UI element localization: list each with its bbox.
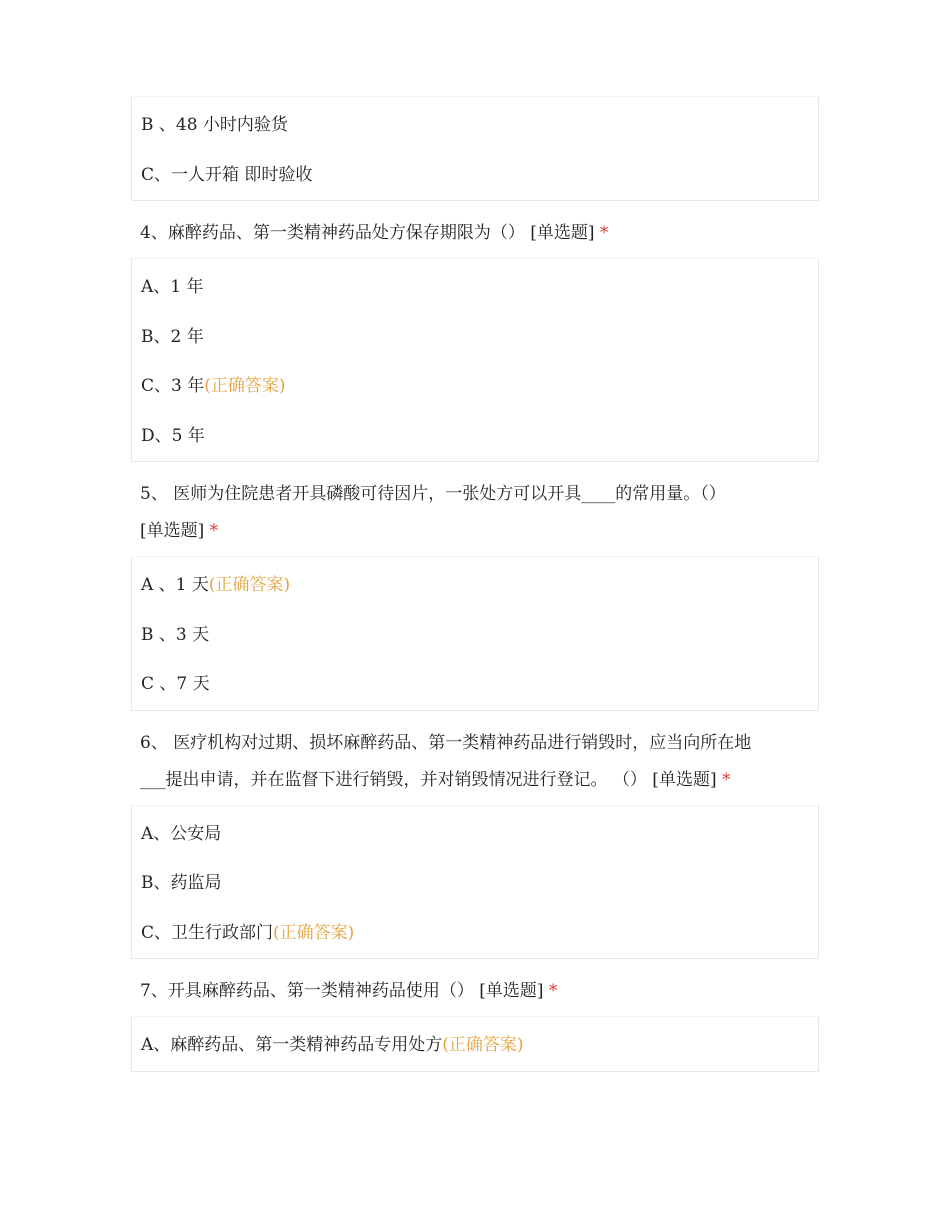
required-mark: * xyxy=(209,521,219,541)
question-text: 4、麻醉药品、第一类精神药品处方保存期限为（） [单选题] xyxy=(140,223,595,243)
q3-options xyxy=(131,96,819,201)
q4-option-d[interactable] xyxy=(132,412,818,462)
option-text: B 、48 小时内验货 xyxy=(141,115,288,135)
option-text: A 、1 天 xyxy=(141,575,209,595)
q3-option-b[interactable] xyxy=(132,101,818,151)
q7-title xyxy=(131,959,819,1016)
correct-answer-mark: (正确答案) xyxy=(204,376,286,396)
q5-option-b[interactable] xyxy=(132,611,818,661)
q5-option-c[interactable] xyxy=(132,660,818,710)
option-text: B 、3 天 xyxy=(141,624,210,645)
option-text: A、公安局 xyxy=(141,823,222,844)
q5-title xyxy=(131,462,819,556)
question-text: 7、开具麻醉药品、第一类精神药品使用（） [单选题] xyxy=(140,981,544,1001)
question-type: [单选题] xyxy=(140,521,205,541)
q3-option-c[interactable] xyxy=(132,151,818,201)
required-mark: * xyxy=(548,981,558,1001)
q7-option-a[interactable] xyxy=(132,1021,818,1071)
q4-title xyxy=(131,201,819,258)
q4-option-c[interactable] xyxy=(132,362,818,412)
option-text: C、3 年 xyxy=(141,376,205,396)
option-text: B、药监局 xyxy=(141,873,222,893)
q6-option-a[interactable] xyxy=(132,810,818,860)
question-text-line1: 6、 医疗机构对过期、损坏麻醉药品、第一类精神药品进行销毁时，应当向所在地 xyxy=(140,732,752,753)
q6-title xyxy=(131,711,819,805)
option-text: A、麻醉药品、第一类精神药品专用处方 xyxy=(141,1035,443,1055)
q4-option-b[interactable] xyxy=(132,313,818,363)
q5-option-a[interactable] xyxy=(132,561,818,611)
correct-answer-mark: (正确答案) xyxy=(208,575,291,595)
option-text: C 、7 天 xyxy=(141,674,210,694)
required-mark: * xyxy=(721,769,731,790)
option-text: B、2 年 xyxy=(141,326,204,347)
option-text: C、一人开箱 即时验收 xyxy=(141,164,313,185)
option-text: C、卫生行政部门 xyxy=(141,922,274,943)
q6-option-b[interactable] xyxy=(132,859,818,909)
q6-option-c[interactable] xyxy=(132,909,818,959)
q7-options xyxy=(131,1016,819,1072)
question-text-continued: ___提出申请，并在监督下进行销毁，并对销毁情况进行登记。 （） [单选题] xyxy=(140,769,717,790)
survey-page xyxy=(131,96,819,1072)
question-text-line1: 5、 医师为住院患者开具磷酸可待因片，一张处方可以开具____的常用量。（） xyxy=(140,484,726,504)
q6-options xyxy=(131,805,819,960)
q5-options xyxy=(131,556,819,711)
question-text-line2 xyxy=(140,762,813,799)
option-text: D、5 年 xyxy=(141,425,205,446)
question-text-line2 xyxy=(140,513,813,550)
q4-option-a[interactable] xyxy=(132,263,818,313)
option-text: A、1 年 xyxy=(141,277,204,297)
required-mark: * xyxy=(599,223,609,243)
correct-answer-mark: (正确答案) xyxy=(273,922,355,943)
q4-options xyxy=(131,258,819,462)
correct-answer-mark: (正确答案) xyxy=(442,1035,524,1055)
